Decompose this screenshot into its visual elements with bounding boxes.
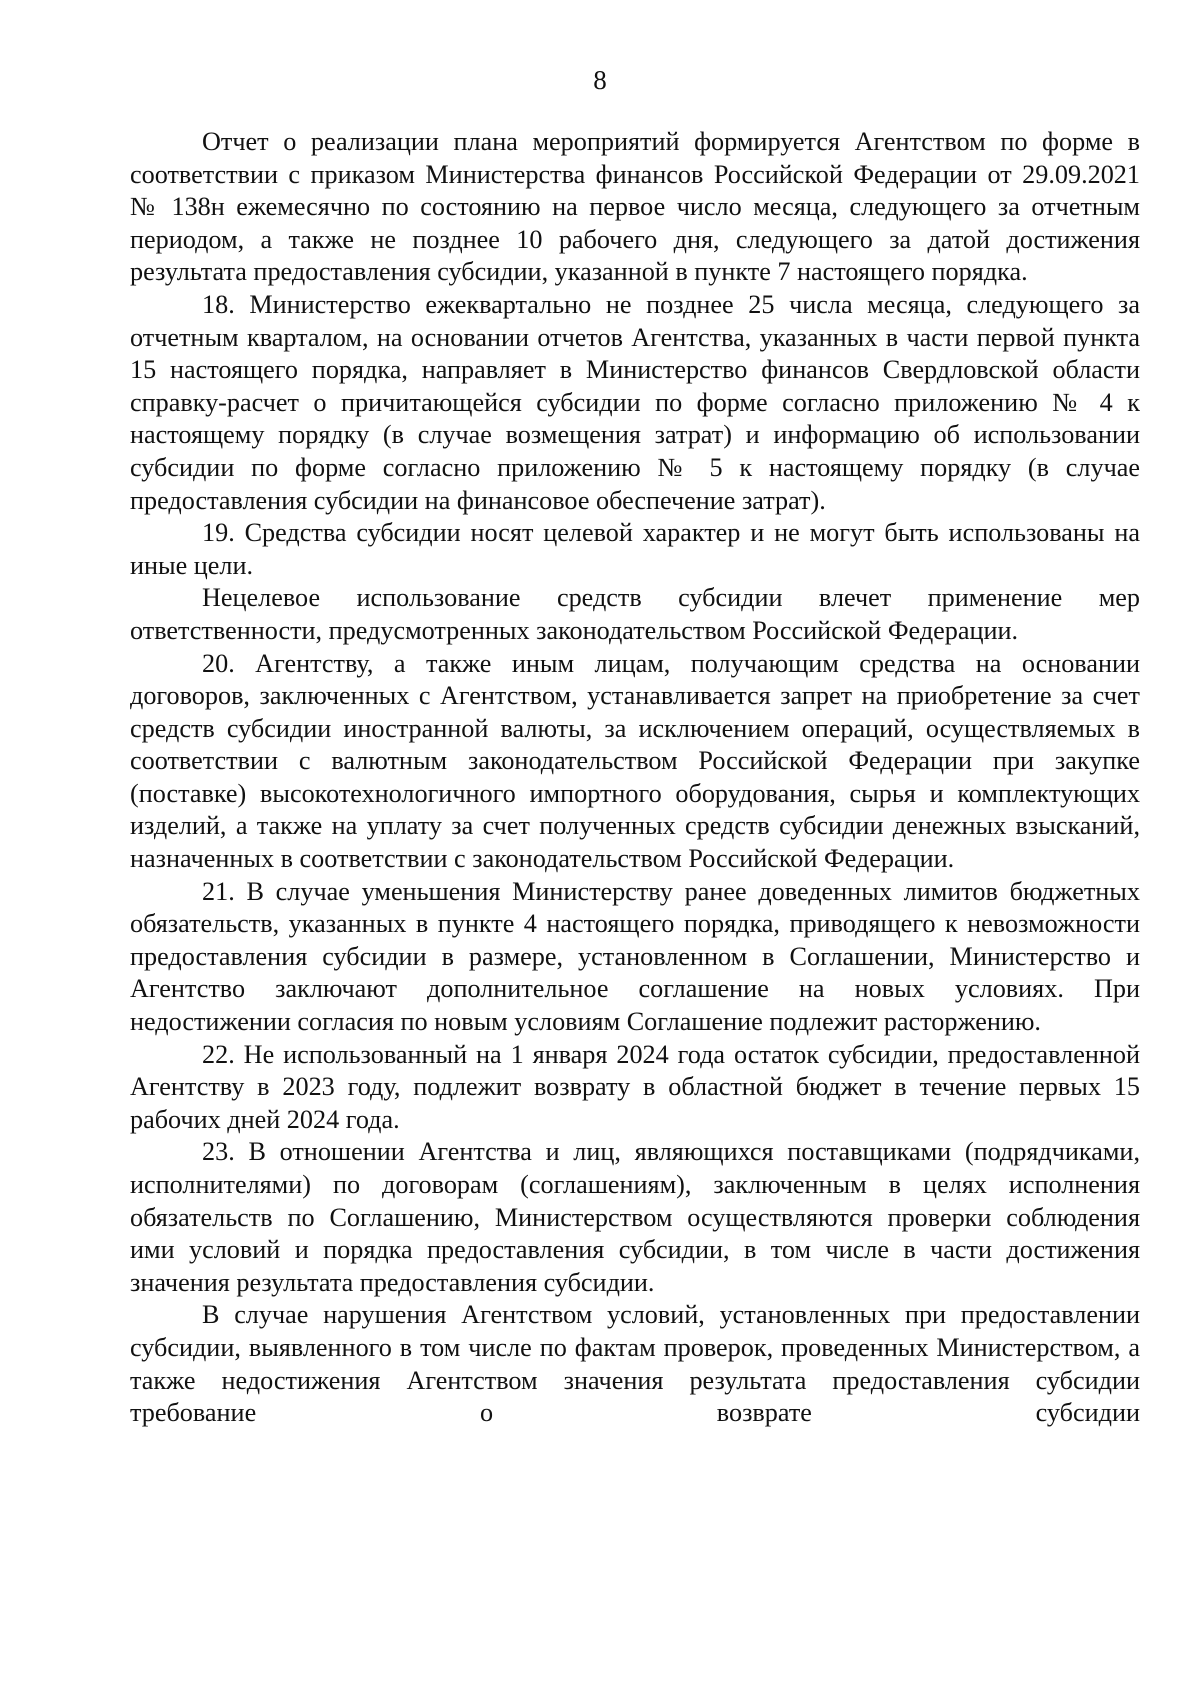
paragraph-report-plan: Отчет о реализации плана мероприятий формируется Агентством по форме в соответствии с приказом Министерства финансов Российской Федерации от 29.09.2021 № 138н ежемесячно по состоянию на первое число месяца, следующего за отчетным периодом, а также не позднее 10 рабочего дня, следующего за датой достижения результата предоставления субсидии, указанной в пункте 7 настоящего порядка.: [130, 127, 1140, 287]
document-body: [130, 126, 1140, 1430]
paragraph-item-18: 18. Министерство ежеквартально не позднее 25 числа месяца, следующего за отчетным кварталом, на основании отчетов Агентства, указанных в части первой пункта 15 настоящего порядка, направляет в Министерство финансов Свердловской области справку-расчет о причитающейся субсидии по форме согласно приложению № 4 к настоящему порядку (в случае возмещения затрат) и информацию об использовании субсидии по форме согласно приложению № 5 к настоящему порядку (в случае предоставления субсидии на финансовое обеспечение затрат).: [130, 289, 1140, 515]
paragraph-violation: В случае нарушения Агентством условий, установленных при предоставлении субсидии, выявленного в том числе по фактам проверок, проведенных Министерством, а также недостижения Агентством значения результата предоставления субсидии требование о возврате субсидии: [130, 1300, 1140, 1428]
paragraph-item-23: 23. В отношении Агентства и лиц, являющихся поставщиками (подрядчиками, исполнителями) по договорам (соглашениям), заключенным в целях исполнения обязательств по Соглашению, Министерством осуществляются проверки соблюдения ими условий и порядка предоставления субсидии, в том числе в части достижения значения результата предоставления субсидии.: [130, 1137, 1140, 1297]
paragraph-item-20: 20. Агентству, а также иным лицам, получающим средства на основании договоров, заключенных с Агентством, устанавливается запрет на приобретение за счет средств субсидии иностранной валюты, за исключением операций, осуществляемых в соответствии с валютным законодательством Российской Федерации при закупке (поставке) высокотехнологичного импортного оборудования, сырья и комплектующих изделий, а также на уплату за счет полученных средств субсидии денежных взысканий, назначенных в соответствии с законодательством Российской Федерации.: [130, 648, 1140, 874]
page-number: 8: [593, 65, 607, 95]
paragraph-item-19: 19. Средства субсидии носят целевой характер и не могут быть использованы на иные цели.: [130, 518, 1140, 580]
paragraph-item-22: 22. Не использованный на 1 января 2024 года остаток субсидии, предоставленной Агентству в 2023 году, подлежит возврату в областной бюджет в течение первых 15 рабочих дней 2024 года.: [130, 1039, 1140, 1134]
paragraph-item-21: 21. В случае уменьшения Министерству ранее доведенных лимитов бюджетных обязательств, указанных в пункте 4 настоящего порядка, приводящего к невозможности предоставления субсидии в размере, установленном в Соглашении, Министерство и Агентство заключают дополнительное соглашение на новых условиях. При недостижении согласия по новым условиям Соглашение подлежит расторжению.: [130, 876, 1140, 1037]
paragraph-misuse: Нецелевое использование средств субсидии влечет применение мер ответственности, предусмотренных законодательством Российской Федерации.: [130, 583, 1140, 645]
